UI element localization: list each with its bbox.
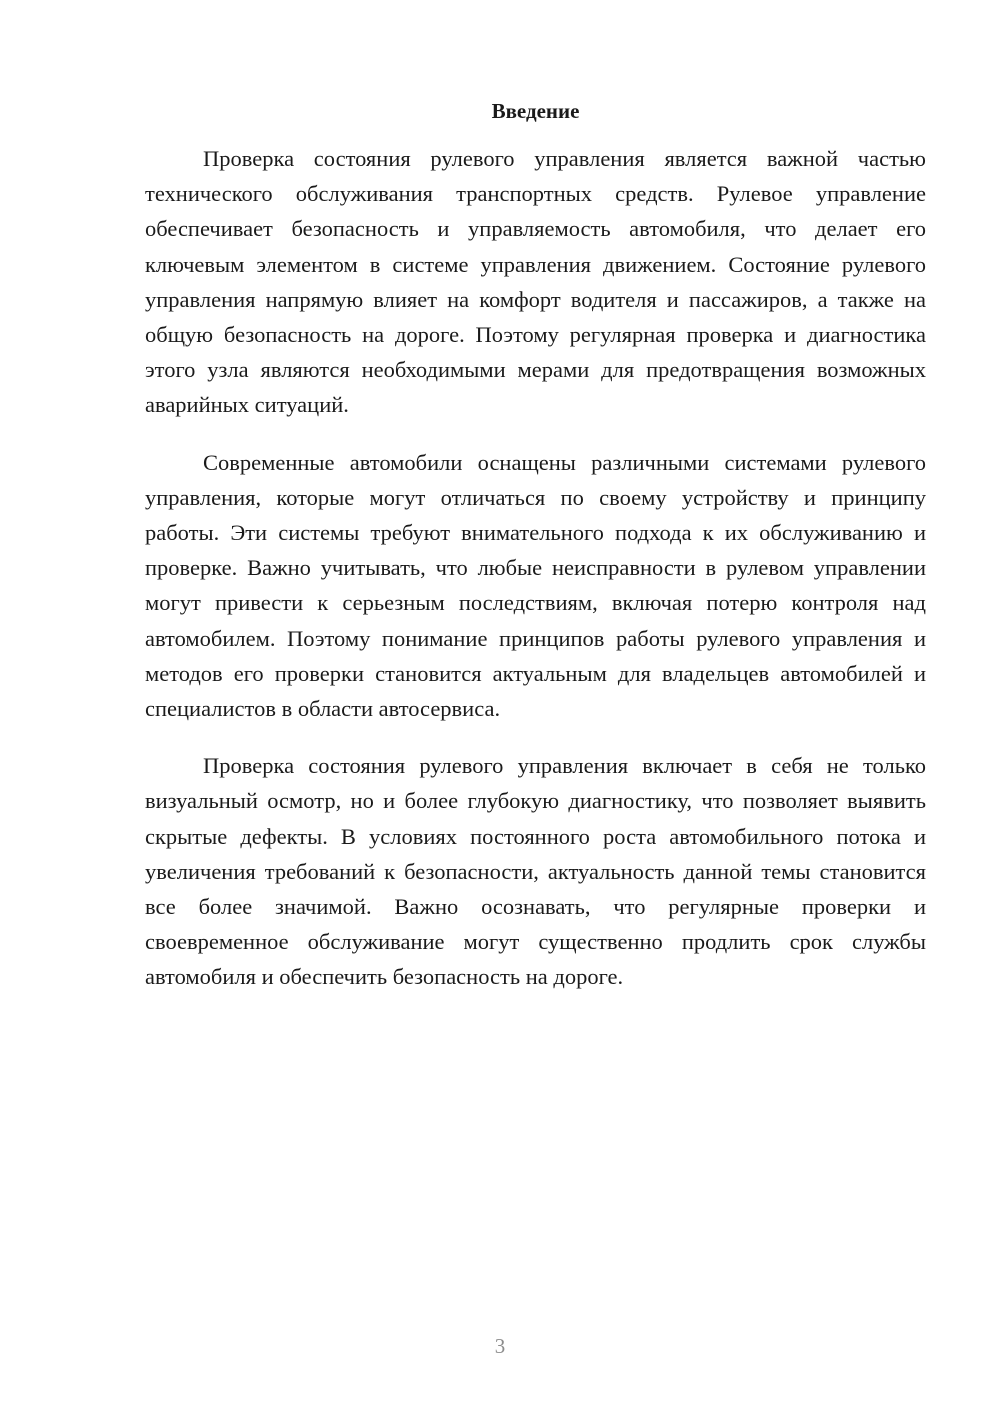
paragraph-3: Проверка состояния рулевого управления включает в себя не только визуальный осмотр, но и более глубокую диагностику, что позволяет выявить скрытые дефекты. В условиях постоянного роста автомобильного потока и увеличения требований к безопасности, актуальность данной темы становится все более значимой. Важно осознавать, что регулярные проверки и своевременное обслуживание могут существенно продлить срок службы автомобиля и обеспечить безопасность на дороге. — [145, 753, 926, 990]
page-title: Введение — [491, 99, 580, 123]
paragraph-2: Современные автомобили оснащены различными системами рулевого управления, которые могут отличаться по своему устройству и принципу работы. Эти системы требуют внимательного подхода к их обслуживанию и проверке. Важно учитывать, что любые неисправности в рулевом управлении могут привести к серьезным последствиям, включая потерю контроля над автомобилем. Поэтому понимание принципов работы рулевого управления и методов его проверки становится актуальным для владельцев автомобилей и специалистов в области автосервиса. — [145, 449, 926, 722]
page-number: 3 — [494, 1334, 506, 1358]
document-body — [145, 141, 926, 1017]
paragraph-1: Проверка состояния рулевого управления является важной частью технического обслуживания транспортных средств. Рулевое управление обеспечивает безопасность и управляемость автомобиля, что делает его ключевым элементом в системе управления движением. Состояние рулевого управления напрямую влияет на комфорт водителя и пассажиров, а также на общую безопасность на дороге. Поэтому регулярная проверка и диагностика этого узла являются необходимыми мерами для предотвращения возможных аварийных ситуаций. — [145, 146, 926, 418]
